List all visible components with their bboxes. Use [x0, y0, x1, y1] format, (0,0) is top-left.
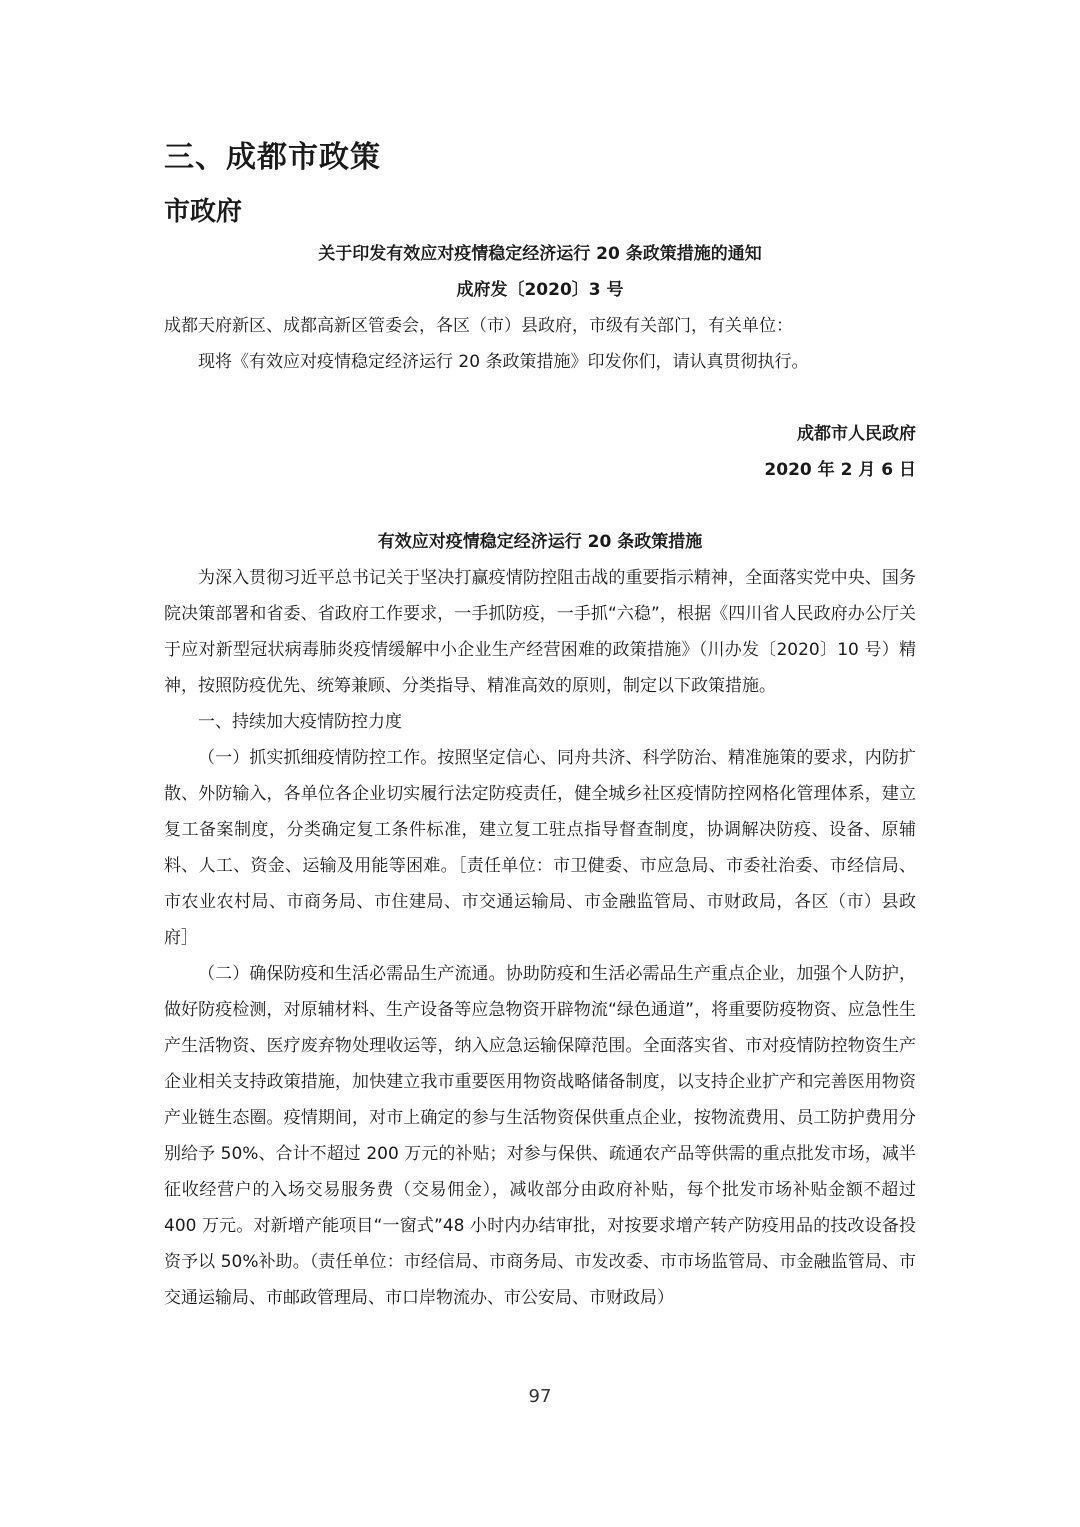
issuer-heading: 市政府	[164, 197, 243, 227]
section-heading: 三、成都市政策	[164, 140, 381, 175]
notice-addressees: 成都天府新区、成都高新区管委会，各区（市）县政府，市级有关部门，有关单位：	[164, 316, 793, 336]
notice-doc-number: 成府发〔2020〕3 号	[456, 280, 624, 300]
notice-title: 关于印发有效应对疫情稳定经济运行 20 条政策措施的通知	[318, 244, 762, 264]
spacer	[164, 380, 916, 416]
page-content	[164, 138, 916, 1316]
measures-section-1: 一、持续加大疫情防控力度	[198, 712, 402, 732]
notice-signature: 成都市人民政府	[797, 424, 916, 444]
measures-item-1: （一）抓实抓细疫情防控工作。按照坚定信心、同舟共济、科学防治、精准施策的要求，内防扩散、外防输入，各单位各企业切实履行法定防疫责任，健全城乡社区疫情防控网格化管理体系，建立复工备案制度，分类确定复工条件标准，建立复工驻点指导督查制度，协调解决防疫、设备、原辅料、人工、资金、运输及用能等困难。［责任单位：市卫健委、市应急局、市委社治委、市经信局、市农业农村局、市商务局、市住建局、市交通运输局、市金融监管局、市财政局，各区（市）县政府］	[164, 748, 916, 948]
measures-item-2: （二）确保防疫和生活必需品生产流通。协助防疫和生活必需品生产重点企业，加强个人防护，做好防疫检测，对原辅材料、生产设备等应急物资开辟物流“绿色通道”，将重要防疫物资、应急性生产生活物资、医疗废弃物处理收运等，纳入应急运输保障范围。全面落实省、市对疫情防控物资生产企业相关支持政策措施，加快建立我市重要医用物资战略储备制度，以支持企业扩产和完善医用物资产业链生态圈。疫情期间，对市上确定的参与生活物资保供重点企业，按物流费用、员工防护费用分别给予 50%、合计不超过 200 万元的补贴；对参与保供、疏通农产品等供需的重点批发市场，减半征收经营户的入场交易服务费（交易佣金），减收部分由政府补贴，每个批发市场补贴金额不超过 400 万元。对新增产能项目“一窗式”48 小时内办结审批，对按要求增产转产防疫用品的技改设备投资予以 50%补助。（责任单位：市经信局、市商务局、市发改委、市市场监管局、市金融监管局、市交通运输局、市邮政管理局、市口岸物流办、市公安局、市财政局）	[164, 964, 916, 1308]
spacer	[164, 488, 916, 524]
notice-date: 2020 年 2 月 6 日	[764, 460, 916, 480]
measures-title: 有效应对疫情稳定经济运行 20 条政策措施	[377, 532, 703, 552]
measures-intro: 为深入贯彻习近平总书记关于坚决打赢疫情防控阻击战的重要指示精神，全面落实党中央、国务院决策部署和省委、省政府工作要求，一手抓防疫，一手抓“六稳”，根据《四川省人民政府办公厅关于应对新型冠状病毒肺炎疫情缓解中小企业生产经营困难的政策措施》（川办发〔2020〕10 号）精神，按照防疫优先、统筹兼顾、分类指导、精准高效的原则，制定以下政策措施。	[164, 568, 916, 696]
page-number: 97	[528, 1386, 552, 1407]
notice-body: 现将《有效应对疫情稳定经济运行 20 条政策措施》印发你们，请认真贯彻执行。	[198, 352, 809, 372]
